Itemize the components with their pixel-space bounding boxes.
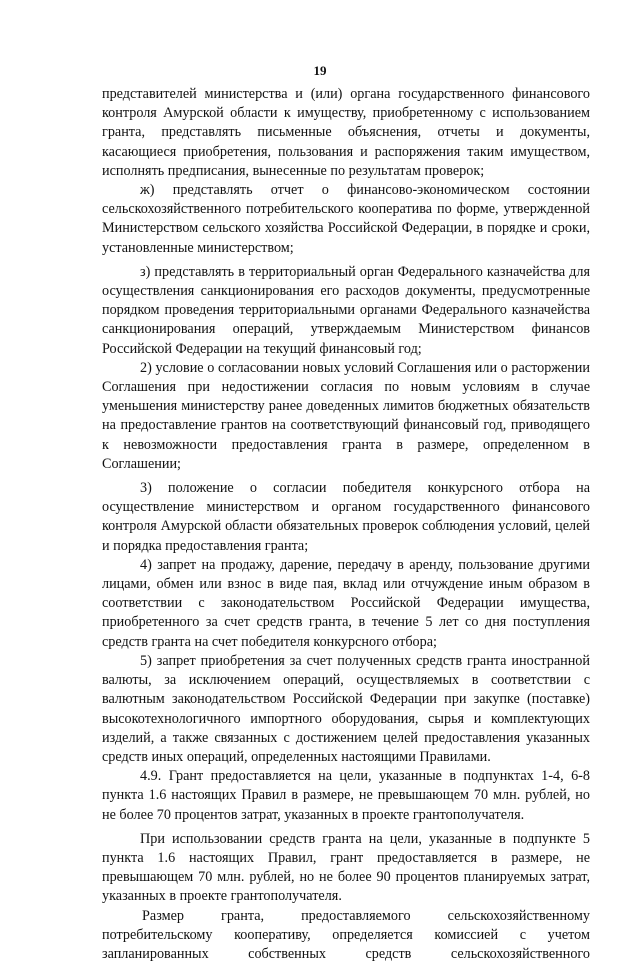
paragraph-item-2: 2) условие о согласовании новых условий Соглашения или о расторжении Соглашения при недостижении согласия по новым условиям в случае уменьшения министерству ранее доведенных лимитов бюджетных обязательств на предоставление грантов на соответствующий финансовый год, приводящего к невозможности предоставления гранта в размере, определенном в Соглашении; [102,359,590,472]
paragraph-item-zh: ж) представлять отчет о финансово-экономическом состоянии сельскохозяйственного потребительского кооператива по форме, утвержденной Министерством сельского хозяйства Российской Федерации, в порядке и сроки, установленные министерством; [102,182,590,256]
paragraph-grant-size: Размер гранта, предоставляемого сельскохозяйственному потребительскому кооперативу, определяется комиссией с учетом запланированных собственных средств сельскохозяйственного [102,907,590,962]
paragraph-item-4: 4) запрет на продажу, дарение, передачу в аренду, пользование другими лицами, обмен или взнос в виде пая, вклад или отчуждение иным образом в соответствии с законодательством Российской Федерации имущества, приобретенного за счет средств гранта, в течение 5 лет со дня поступления средств гранта на счет победителя конкурсного отбора; [102,556,590,650]
paragraph-item-z: з) представлять в территориальный орган Федерального казначейства для осуществления санкционирования его расходов документы, предусмотренные порядком проведения территориальными органами Федерального казначейства санкционирования операций, утверждаемым Министерством финансов Российской Федерации на текущий финансовый год; [102,263,590,357]
paragraph-continuation: представителей министерства и (или) органа государственного финансового контроля Амурской области к имуществу, приобретенному с использованием гранта, представлять письменные объяснения, отчеты и документы, касающиеся приобретения, пользования и распоряжения таким имуществом, исполнять предписания, вынесенные по результатам проверок; [102,86,590,179]
page-number: 19 [313,63,327,78]
paragraph-grant-use: При использовании средств гранта на цели, указанные в подпункте 5 пункта 1.6 настоящих Правил, грант предоставляется в размере, не превышающем 70 млн. рублей, но не более 90 процентов планируемых затрат, указанных в проекте грантополучателя. [102,830,590,905]
paragraph-item-5: 5) запрет приобретения за счет полученных средств гранта иностранной валюты, за исключением операций, осуществляемых в соответствии с валютным законодательством Российской Федерации при закупке (поставке) высокотехнологичного импортного оборудования, сырья и комплектующих изделий, а также связанных с достижением целей предоставления указанных средств иных операций, определенных настоящими Правилами. [102,652,590,765]
document-body [102,85,590,964]
paragraph-4-9: 4.9. Грант предоставляется на цели, указанные в подпунктах 1-4, 6-8 пункта 1.6 настоящих Правил в размере, не превышающем 70 млн. рублей, но не более 70 процентов затрат, указанных в проекте грантополучателя. [102,768,590,823]
paragraph-item-3: 3) положение о согласии победителя конкурсного отбора на осуществление министерством и органом государственного финансового контроля Амурской области обязательных проверок соблюдения условий, целей и порядка предоставления гранта; [102,480,590,554]
